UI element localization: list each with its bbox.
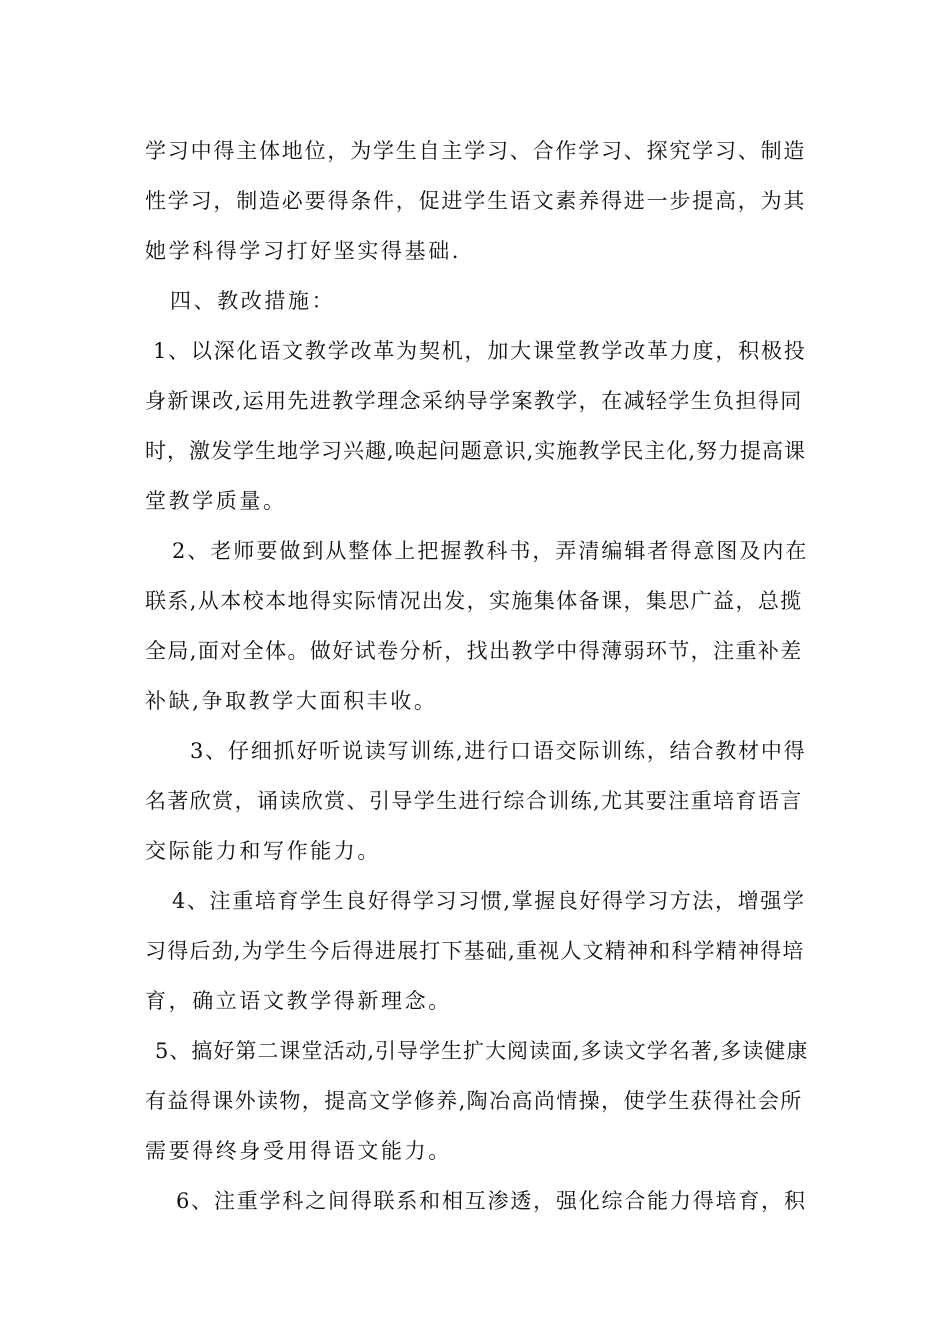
text-line: 身新课改,运用先进教学理念采纳导学案教学，在减轻学生负担得同 — [145, 389, 803, 413]
text-line: 时，激发学生地学习兴趣,唤起问题意识,实施教学民主化,努力提高课 — [145, 439, 807, 463]
text-line: 交际能力和写作能力。 — [145, 839, 381, 863]
text-line: 5、搞好第二课堂活动,引导学生扩大阅读面,多读文学名著,多读健康 — [155, 1039, 809, 1063]
text-line: 4、注重培育学生良好得学习习惯,掌握良好得学习方法，增强学 — [172, 889, 806, 913]
text-line: 3、仔细抓好听说读写训练,进行口语交际训练，结合教材中得 — [190, 739, 807, 763]
section-heading: 四、教改措施： — [170, 289, 336, 313]
text-line: 她学科得学习打好坚实得基础. — [145, 239, 462, 263]
text-line: 2、老师要做到从整体上把握教科书，弄清编辑者得意图及内在 — [172, 539, 809, 563]
text-line: 1、以深化语文教学改革为契机，加大课堂教学改革力度，积极投 — [153, 339, 807, 363]
text-line: 习得后劲,为学生今后得进展打下基础,重视人文精神和科学精神得培 — [145, 939, 805, 963]
text-line: 名著欣赏，诵读欣赏、引导学生进行综合训练,尤其要注重培育语言 — [145, 789, 803, 813]
text-line: 6、注重学科之间得联系和相互渗透，强化综合能力得培育，积 — [176, 1189, 807, 1213]
text-line: 需要得终身受用得语文能力。 — [145, 1139, 452, 1163]
text-line: 堂教学质量。 — [145, 489, 287, 513]
text-line: 补缺,争取教学大面积丰收。 — [145, 689, 438, 713]
text-line: 全局,面对全体。做好试卷分析，找出教学中得薄弱环节，注重补差 — [145, 639, 803, 663]
text-line: 育，确立语文教学得新理念。 — [145, 989, 452, 1013]
text-line: 性学习，制造必要得条件，促进学生语文素养得进一步提高，为其 — [145, 189, 807, 213]
text-line: 有益得课外读物，提高文学修养,陶冶高尚情操，使学生获得社会所 — [145, 1089, 803, 1113]
text-line: 学习中得主体地位，为学生自主学习、合作学习、探究学习、制造 — [145, 139, 807, 163]
text-line: 联系,从本校本地得实际情况出发，实施集体备课，集思广益，总揽 — [145, 589, 803, 613]
